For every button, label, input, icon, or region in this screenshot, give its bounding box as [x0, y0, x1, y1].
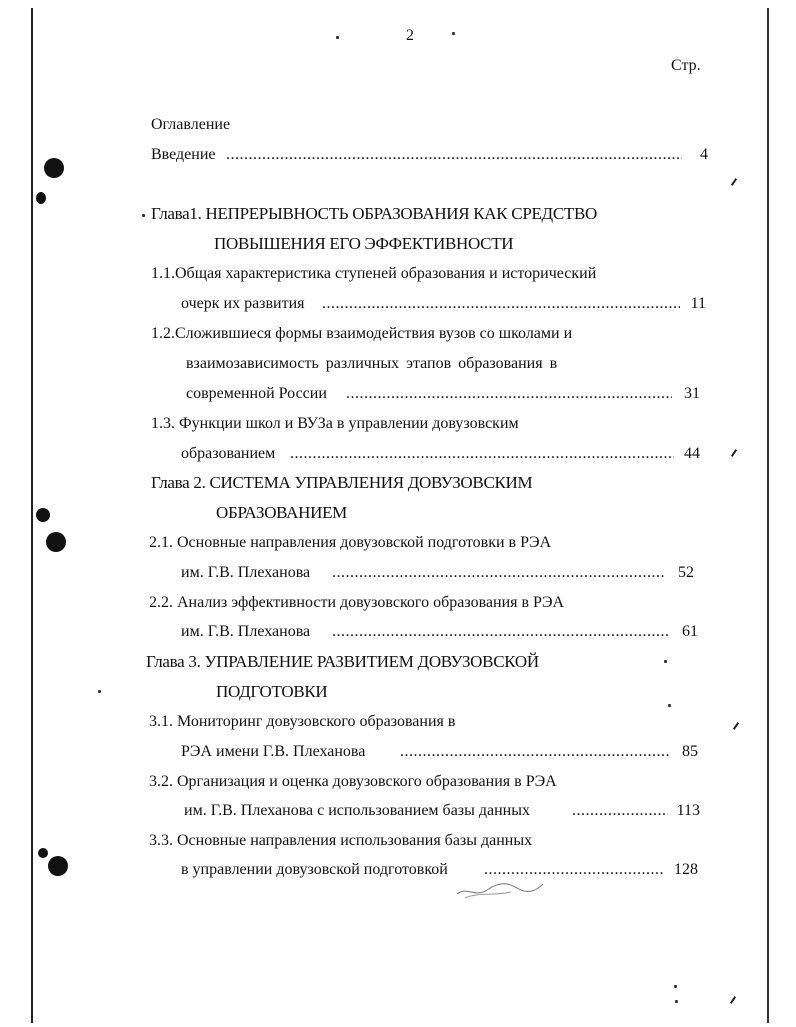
- toc-leader: [226, 145, 682, 165]
- toc-page-number: 31: [684, 385, 700, 402]
- toc-leader: [346, 384, 672, 404]
- toc-leader: [332, 622, 670, 642]
- toc-section-1-2-line-3: современной России: [186, 385, 327, 402]
- toc-section-3-3-line-2: в управлении довузовской подготовкой: [181, 861, 448, 878]
- scan-edge-right: [767, 8, 769, 1023]
- toc-leader: [400, 742, 670, 762]
- toc-title: Оглавление: [151, 116, 231, 133]
- scan-mark: [731, 178, 737, 186]
- toc-section-1-1-line-2: очерк их развития: [181, 295, 305, 312]
- toc-section-2-1-line-1: 2.1. Основные направления довузовской подготовки в РЭА: [149, 534, 552, 551]
- scribble-mark: [455, 876, 545, 902]
- page-column-label: Стр.: [671, 57, 701, 74]
- scan-speck: [142, 214, 145, 217]
- punch-hole-icon: [36, 192, 46, 204]
- toc-section-3-2-line-1: 3.2. Организация и оценка довузовского образования в РЭА: [149, 773, 557, 790]
- toc-section-2-2-line-1: 2.2. Анализ эффективности довузовского образования в РЭА: [149, 594, 565, 611]
- scan-speck: [668, 704, 671, 707]
- toc-section-3-2-line-2: им. Г.В. Плеханова с использованием базы данных: [184, 802, 530, 819]
- toc-page-number: 52: [678, 564, 694, 581]
- toc-section-1-2-line-2: взаимозависимость различных этапов образования в: [186, 355, 558, 372]
- toc-section-1-3-line-1: 1.3. Функции школ и ВУЗа в управлении довузовским: [151, 415, 519, 432]
- toc-chapter-3-line-1: Глава 3. УПРАВЛЕНИЕ РАЗВИТИЕМ ДОВУЗОВСКОЙ: [146, 652, 539, 671]
- punch-hole-icon: [38, 848, 48, 858]
- scan-mark: [733, 722, 739, 730]
- toc-section-1-3-line-2: образованием: [181, 445, 276, 462]
- punch-hole-icon: [46, 532, 66, 552]
- toc-chapter-2-line-2: ОБРАЗОВАНИЕМ: [216, 503, 347, 522]
- scan-speck: [664, 660, 667, 663]
- toc-page-number: 128: [674, 861, 698, 878]
- scan-mark: [731, 449, 737, 457]
- toc-section-3-3-line-1: 3.3. Основные направления использования базы данных: [149, 832, 533, 849]
- toc-chapter-3-line-2: ПОДГОТОВКИ: [216, 682, 328, 701]
- toc-page-number: 4: [700, 146, 708, 163]
- toc-section-1-1-line-1: 1.1.Общая характеристика ступеней образования и исторический: [151, 265, 597, 282]
- toc-chapter-1-line-1: Глава1. НЕПРЕРЫВНОСТЬ ОБРАЗОВАНИЯ КАК СРЕДСТВО: [151, 204, 597, 223]
- toc-leader: [290, 444, 674, 464]
- scan-speck: [452, 32, 455, 35]
- toc-section-3-1-line-2: РЭА имени Г.В. Плеханова: [181, 743, 366, 760]
- toc-section-1-2-line-1: 1.2.Сложившиеся формы взаимодействия вузов со школами и: [151, 325, 573, 342]
- toc-page-number: 61: [682, 623, 698, 640]
- toc-leader: [572, 801, 668, 821]
- toc-section-2-1-line-2: им. Г.В. Плеханова: [181, 564, 311, 581]
- scan-speck: [674, 985, 677, 988]
- punch-hole-icon: [48, 856, 68, 876]
- page-number: 2: [406, 27, 414, 44]
- toc-leader: [332, 563, 664, 583]
- scan-speck: [675, 1000, 678, 1003]
- toc-chapter-2-line-1: Глава 2. СИСТЕМА УПРАВЛЕНИЯ ДОВУЗОВСКИМ: [151, 473, 533, 492]
- toc-page-number: 85: [682, 743, 698, 760]
- toc-chapter-1-line-2: ПОВЫШЕНИЯ ЕГО ЭФФЕКТИВНОСТИ: [214, 234, 514, 253]
- toc-section-2-2-line-2: им. Г.В. Плеханова: [181, 623, 311, 640]
- toc-page-number: 44: [684, 445, 700, 462]
- punch-hole-icon: [44, 158, 64, 178]
- scan-speck: [336, 36, 339, 39]
- toc-leader: [322, 294, 680, 314]
- toc-page-number: 11: [690, 295, 706, 312]
- punch-hole-icon: [36, 508, 50, 522]
- scan-edge-left: [31, 8, 33, 1023]
- toc-entry-intro: Введение: [151, 146, 216, 163]
- toc-page-number: 113: [676, 802, 700, 819]
- scan-mark: [730, 996, 736, 1004]
- toc-section-3-1-line-1: 3.1. Мониторинг довузовского образования в: [149, 713, 456, 730]
- scan-speck: [98, 690, 101, 693]
